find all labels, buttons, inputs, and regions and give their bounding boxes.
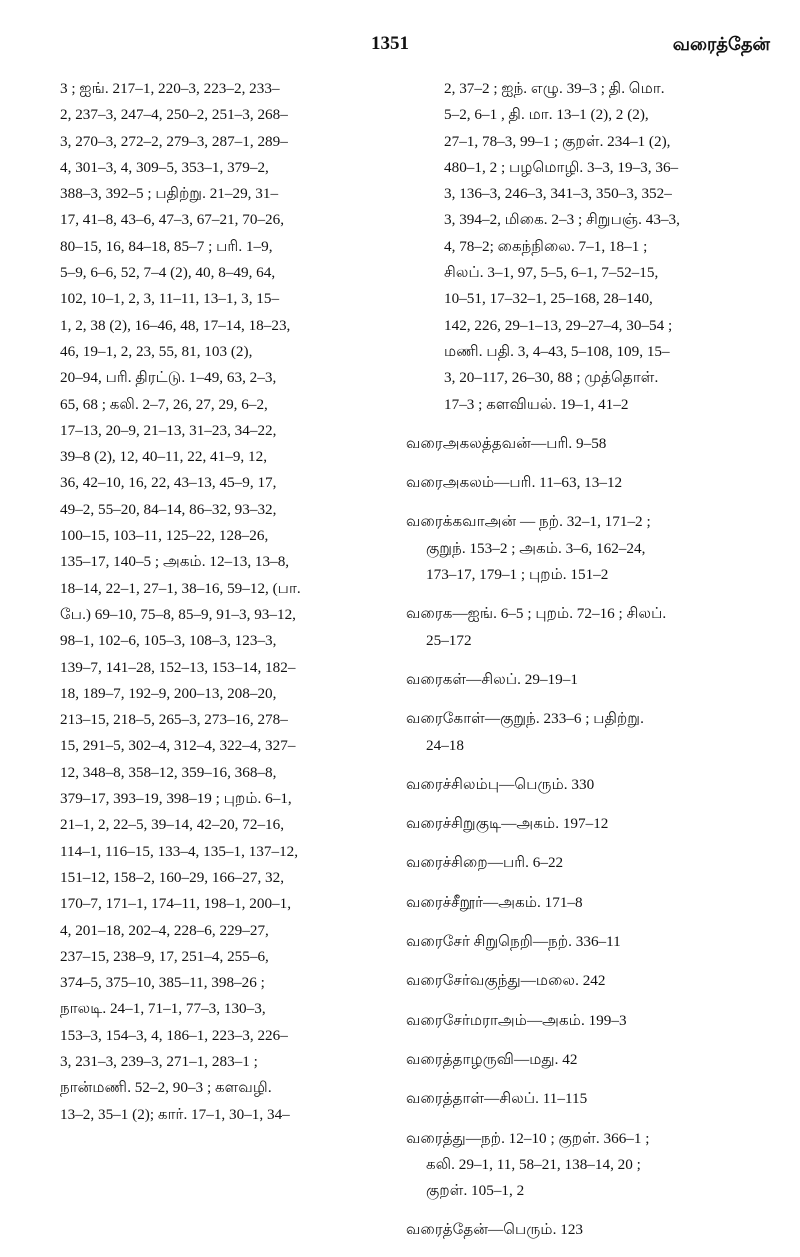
index-entry — [406, 431, 774, 457]
index-line: 18, 189–7, 192–9, 200–13, 208–20, — [60, 684, 277, 702]
index-line: சிலப். 3–1, 97, 5–5, 6–1, 7–52–15, — [444, 264, 659, 282]
index-entry — [406, 601, 774, 654]
index-line: 1, 2, 38 (2), 16–46, 48, 17–14, 18–23, — [60, 316, 291, 334]
entry-line: வரைத்தாழருவி—மது. 42 — [406, 1050, 578, 1068]
entry-line: வரைத்து—நற். 12–10 ; குறள். 366–1 ; — [406, 1129, 650, 1147]
index-line: 388–3, 392–5 ; பதிற்று. 21–29, 31– — [60, 185, 279, 203]
index-line: பே.) 69–10, 75–8, 85–9, 91–3, 93–12, — [60, 605, 296, 623]
index-line: 100–15, 103–11, 125–22, 128–26, — [60, 527, 269, 545]
entry-line: வரைச்சிறுகுடி—அகம். 197–12 — [406, 815, 609, 833]
entry-line: 25–172 — [426, 631, 472, 649]
index-entry — [406, 929, 774, 955]
entry-line: வரைசேர் சிறுநெறி—நற். 336–11 — [406, 933, 621, 951]
index-line: 18–14, 22–1, 27–1, 38–16, 59–12, (பா. — [60, 579, 301, 597]
index-entry — [406, 1008, 774, 1034]
page-number: 1351 — [371, 33, 409, 54]
index-line: 3, 270–3, 272–2, 279–3, 287–1, 289– — [60, 132, 288, 150]
index-line: 379–17, 393–19, 398–19 ; புறம். 6–1, — [60, 790, 292, 808]
index-entry — [406, 1126, 774, 1205]
index-line: 3, 231–3, 239–3, 271–1, 283–1 ; — [60, 1052, 258, 1070]
index-line: 17–13, 20–9, 21–13, 31–23, 34–22, — [60, 421, 277, 439]
entry-line: வரைக்கவாஅன் — நற். 32–1, 171–2 ; — [406, 513, 651, 531]
entry-line: வரைகோள்—குறுந். 233–6 ; பதிற்று. — [406, 710, 644, 728]
index-entry — [406, 968, 774, 994]
index-entry — [406, 811, 774, 837]
index-line: 480–1, 2 ; பழமொழி. 3–3, 19–3, 36– — [444, 158, 679, 176]
running-head: வரைத்தேன் — [672, 34, 770, 55]
index-line: 3, 394–2, மிகை. 2–3 ; சிறுபஞ். 43–3, — [444, 211, 680, 229]
index-line: 102, 10–1, 2, 3, 11–11, 13–1, 3, 15– — [60, 290, 280, 308]
index-line: 3 ; ஐங். 217–1, 220–3, 223–2, 233– — [60, 80, 280, 97]
entry-line: வரைச்சிலம்பு—பெரும். 330 — [406, 775, 595, 793]
index-line: 2, 37–2 ; ஐந். எழு. 39–3 ; தி. மொ. — [444, 80, 665, 97]
entry-line: குறள். 105–1, 2 — [426, 1182, 525, 1200]
index-line: 13–2, 35–1 (2); கார். 17–1, 30–1, 34– — [60, 1105, 290, 1123]
index-line: 170–7, 171–1, 174–11, 198–1, 200–1, — [60, 895, 292, 913]
index-line: 142, 226, 29–1–13, 29–27–4, 30–54 ; — [444, 316, 673, 334]
index-entry — [406, 1047, 774, 1073]
index-line: 135–17, 140–5 ; அகம். 12–13, 13–8, — [60, 553, 290, 571]
index-line: 15, 291–5, 302–4, 312–4, 322–4, 327– — [60, 737, 296, 755]
index-line: 12, 348–8, 358–12, 359–16, 368–8, — [60, 763, 277, 781]
index-entry — [406, 667, 774, 693]
index-line: 20–94, பரி. திரட்டு. 1–49, 63, 2–3, — [60, 369, 277, 387]
index-line: 10–51, 17–32–1, 25–168, 28–140, — [444, 290, 653, 308]
index-entry — [406, 850, 774, 876]
index-line: 139–7, 141–28, 152–13, 153–14, 182– — [60, 658, 296, 676]
index-line: 80–15, 16, 84–18, 85–7 ; பரி. 1–9, — [60, 237, 273, 255]
index-line: 237–15, 238–9, 17, 251–4, 255–6, — [60, 947, 269, 965]
index-line: 98–1, 102–6, 105–3, 108–3, 123–3, — [60, 632, 277, 650]
index-line: 49–2, 55–20, 84–14, 86–32, 93–32, — [60, 500, 277, 518]
index-line: 374–5, 375–10, 385–11, 398–26 ; — [60, 974, 265, 992]
index-line: 4, 301–3, 4, 309–5, 353–1, 379–2, — [60, 158, 269, 176]
index-line: 151–12, 158–2, 160–29, 166–27, 32, — [60, 868, 285, 886]
left-column — [60, 76, 378, 1128]
entry-line: வரைஅகலத்தவன்—பரி. 9–58 — [406, 434, 607, 452]
entry-line: வரைசேர்மராஅம்—அகம். 199–3 — [406, 1011, 627, 1029]
right-column — [406, 76, 774, 1257]
index-line: 4, 78–2; கைந்நிலை. 7–1, 18–1 ; — [444, 237, 648, 255]
entry-line: வரைத்தேன்—பெரும். 123 — [406, 1221, 584, 1239]
index-entry — [406, 1086, 774, 1112]
index-line: 36, 42–10, 16, 22, 43–13, 45–9, 17, — [60, 474, 277, 492]
index-line: 5–2, 6–1 , தி. மா. 13–1 (2), 2 (2), — [444, 106, 649, 124]
index-line: நாலடி. 24–1, 71–1, 77–3, 130–3, — [60, 1000, 266, 1018]
index-line: 17, 41–8, 43–6, 47–3, 67–21, 70–26, — [60, 211, 285, 229]
index-line: 21–1, 2, 22–5, 39–14, 42–20, 72–16, — [60, 816, 285, 834]
entry-line: வரைச்சீறூர்—அகம். 171–8 — [406, 893, 583, 911]
index-line: 65, 68 ; கலி. 2–7, 26, 27, 29, 6–2, — [60, 395, 268, 413]
index-entry — [406, 772, 774, 798]
index-line: 17–3 ; களவியல். 19–1, 41–2 — [444, 395, 629, 413]
index-line: 153–3, 154–3, 4, 186–1, 223–3, 226– — [60, 1026, 288, 1044]
index-line: 46, 19–1, 2, 23, 55, 81, 103 (2), — [60, 342, 253, 360]
entry-line: வரைக—ஐங். 6–5 ; புறம். 72–16 ; சிலப். — [406, 605, 667, 623]
entry-line: 173–17, 179–1 ; புறம். 151–2 — [426, 566, 609, 584]
entry-line: வரைச்சிறை—பரி. 6–22 — [406, 854, 564, 872]
index-line: 5–9, 6–6, 52, 7–4 (2), 40, 8–49, 64, — [60, 264, 276, 282]
index-line: நான்மணி. 52–2, 90–3 ; களவழி. — [60, 1079, 272, 1097]
index-line: 4, 201–18, 202–4, 228–6, 229–27, — [60, 921, 269, 939]
index-entry — [406, 509, 774, 588]
index-line: மணி. பதி. 3, 4–43, 5–108, 109, 15– — [444, 342, 670, 360]
index-line: 3, 136–3, 246–3, 341–3, 350–3, 352– — [444, 185, 672, 203]
index-line: 2, 237–3, 247–4, 250–2, 251–3, 268– — [60, 106, 288, 124]
index-entry — [406, 706, 774, 759]
continued-entry — [406, 76, 774, 418]
index-line: 114–1, 116–15, 133–4, 135–1, 137–12, — [60, 842, 299, 860]
entry-line: கலி. 29–1, 11, 58–21, 138–14, 20 ; — [426, 1155, 641, 1173]
index-entry — [406, 890, 774, 916]
index-line: 39–8 (2), 12, 40–11, 22, 41–9, 12, — [60, 448, 267, 466]
entry-line: வரைத்தாள்—சிலப். 11–115 — [406, 1090, 588, 1108]
index-line: 27–1, 78–3, 99–1 ; குறள். 234–1 (2), — [444, 132, 671, 150]
index-line: 3, 20–117, 26–30, 88 ; முத்தொள். — [444, 369, 659, 387]
index-line: 213–15, 218–5, 265–3, 273–16, 278– — [60, 711, 288, 729]
entry-line: வரைகள்—சிலப். 29–19–1 — [406, 670, 578, 688]
index-entry — [406, 470, 774, 496]
index-entry — [406, 1217, 774, 1243]
entry-list — [406, 431, 774, 1244]
entry-line: குறுந். 153–2 ; அகம். 3–6, 162–24, — [426, 539, 646, 557]
entry-line: 24–18 — [426, 736, 464, 754]
entry-line: வரைஅகலம்—பரி. 11–63, 13–12 — [406, 474, 623, 492]
entry-line: வரைசேர்வகுந்து—மலை. 242 — [406, 972, 606, 990]
